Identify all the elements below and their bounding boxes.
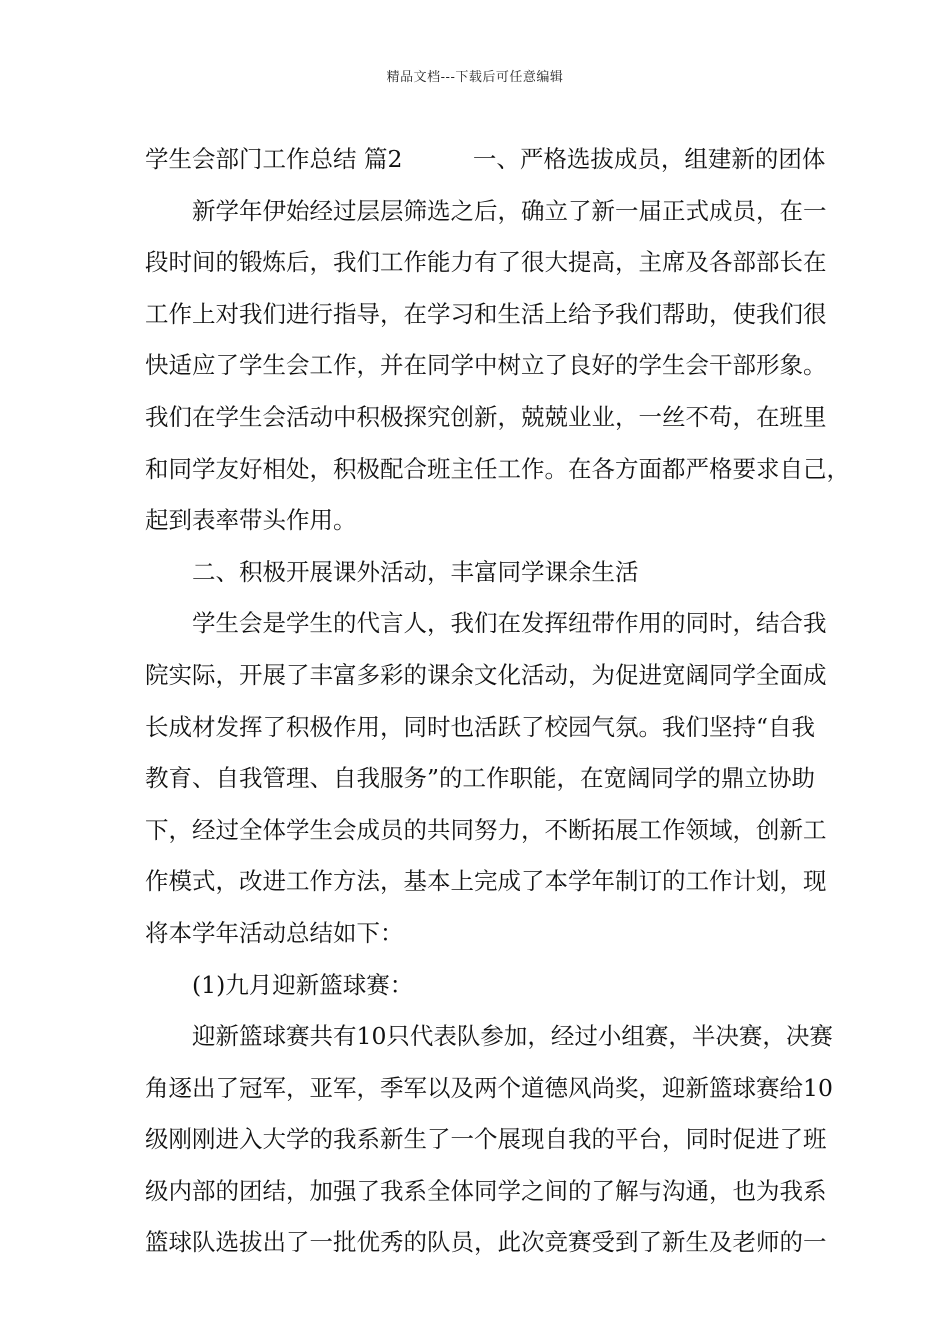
document-line: 段时间的锻炼后，我们工作能力有了很大提高，主席及各部部长在 [145, 248, 827, 277]
document-line: 工作上对我们进行指导，在学习和生活上给予我们帮助，使我们很 [145, 299, 827, 328]
document-line: 作模式，改进工作方法，基本上完成了本学年制订的工作计划，现 [145, 867, 827, 896]
document-line: 起到表率带头作用。 [145, 506, 357, 535]
document-line: 院实际，开展了丰富多彩的课余文化活动，为促进宽阔同学全面成 [145, 660, 827, 689]
document-line: 角逐出了冠军，亚军，季军以及两个道德风尚奖，迎新篮球赛给10 [145, 1073, 833, 1102]
document-line: 迎新篮球赛共有10只代表队参加，经过小组赛，半决赛，决赛 [192, 1022, 833, 1051]
document-line: 学生会是学生的代言人，我们在发挥纽带作用的同时，结合我 [192, 609, 827, 638]
document-line: 级刚刚进入大学的我系新生了一个展现自我的平台，同时促进了班 [145, 1125, 827, 1154]
document-line: 篮球队选拔出了一批优秀的队员，此次竞赛受到了新生及老师的一 [145, 1228, 827, 1257]
document-line: 下，经过全体学生会成员的共同努力，不断拓展工作领域，创新工 [145, 815, 827, 844]
document-line: 学生会部门工作总结 篇2 一、严格选拔成员，组建新的团体 [145, 145, 826, 173]
document-line: 教育、自我管理、自我服务”的工作职能，在宽阔同学的鼎立协助 [145, 764, 816, 793]
document-line: 将本学年活动总结如下： [145, 918, 404, 947]
document-line: 二、积极开展课外活动，丰富同学课余生活 [192, 557, 639, 586]
document-body [145, 134, 850, 1269]
document-line: 快适应了学生会工作，并在同学中树立了良好的学生会干部形象。 [145, 351, 827, 380]
document-line: 新学年伊始经过层层筛选之后，确立了新一届正式成员，在一 [192, 196, 827, 225]
document-line: (1)九月迎新篮球赛： [192, 970, 414, 999]
document-line: 我们在学生会活动中积极探究创新，兢兢业业，一丝不苟，在班里 [145, 402, 827, 431]
page-header: 精品文档---下载后可任意编辑 [386, 70, 564, 85]
document-line: 长成材发挥了积极作用，同时也活跃了校园气氛。我们坚持“自我 [145, 712, 816, 741]
document-line: 和同学友好相处，积极配合班主任工作。在各方面都严格要求自己， [145, 454, 850, 483]
document-line: 级内部的团结，加强了我系全体同学之间的了解与沟通，也为我系 [145, 1176, 827, 1205]
